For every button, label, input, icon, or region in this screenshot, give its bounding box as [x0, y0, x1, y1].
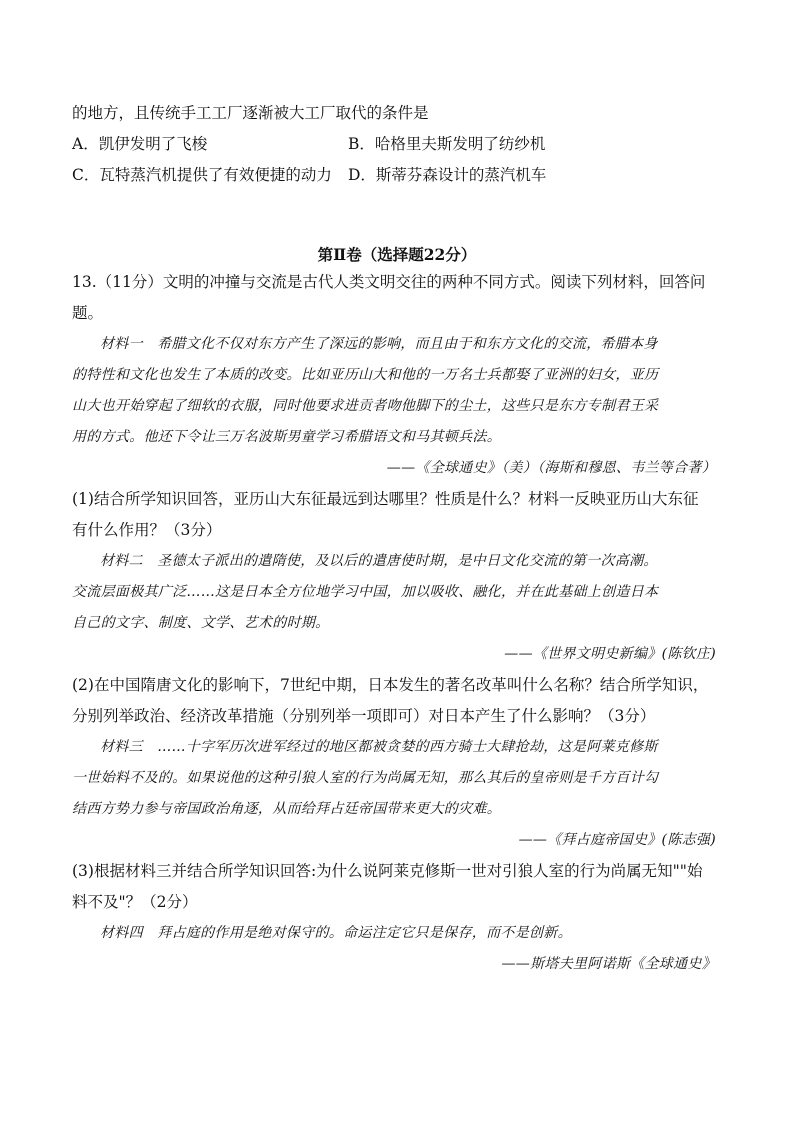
material-2-line: 材料二 圣德太子派出的遣隋使，及以后的遣唐使时期，是中日文化交流的第一次高潮。 [100, 553, 658, 569]
q12-option-c: C．瓦特蒸汽机提供了有效便捷的动力 [72, 166, 332, 184]
material-4-source: ——斯塔夫里阿诺斯《全球通史》 [501, 956, 716, 972]
q13-intro-cont: 题。 [72, 304, 104, 322]
q12-option-a: A．凯伊发明了飞梭 [72, 135, 208, 153]
section-title: 第Ⅱ卷（选择题22分） [317, 245, 477, 264]
material-3-line: 一世始料不及的。如果说他的这种引狼人室的行为尚属无知，那么其后的皇帝则是千方百计勾 [72, 770, 659, 786]
question-1: (1)结合所学知识回答，亚历山大东征最远到达哪里？性质是什么？材料一反映亚历山大东征 [72, 490, 699, 508]
material-3-line: 材料三 ……十字军历次进军经过的地区都被贪婪的西方骑士大肆抢劫，这是阿莱克修斯 [100, 739, 658, 755]
q13-intro: 13.（11分）文明的冲撞与交流是古代人类文明交往的两种不同方式。阅读下列材料，回答问 [72, 273, 706, 291]
material-1-line: 材料一 希腊文化不仅对东方产生了深远的影响，而且由于和东方文化的交流，希腊本身 [100, 336, 658, 352]
material-1-line: 的特性和文化也发生了本质的改变。比如亚历山大和他的一万名士兵都娶了亚洲的妇女，亚历 [72, 367, 659, 383]
question-3: (3)根据材料三并结合所学知识回答:为什么说阿莱克修斯一世对引狼人室的行为尚属无知""始 [72, 862, 703, 880]
question-3-cont: 料不及"？（2分） [72, 893, 198, 911]
question-2-cont: 分别列举政治、经济改革措施（分别列举一项即可）对日本产生了什么影响？（3分） [72, 707, 656, 725]
material-3-source: ——《拜占庭帝国史》(陈志强) [518, 832, 716, 848]
material-2-line: 交流层面极其广泛……这是日本全方位地学习中国，加以吸收、融化，并在此基础上创造日本 [72, 584, 659, 600]
q12-option-d: D．斯蒂芬森设计的蒸汽机车 [348, 166, 547, 184]
material-2-line: 自己的文字、制度、文学、艺术的时期。 [72, 615, 330, 631]
question-1-cont: 有什么作用？（3分） [72, 521, 222, 539]
material-3-line: 结西方势力参与帝国政治角逐，从而给拜占廷帝国带来更大的灾难。 [72, 801, 501, 817]
material-4-line: 材料四 拜占庭的作用是绝对保守的。命运注定它只是保存，而不是创新。 [100, 925, 572, 941]
q12-option-b: B．哈格里夫斯发明了纺纱机 [348, 135, 546, 153]
material-1-line: 用的方式。他还下令让三万名波斯男童学习希腊语文和马其顿兵法。 [72, 429, 501, 445]
q12-stem-tail: 的地方，且传统手工工厂逐渐被大工厂取代的条件是 [72, 104, 429, 122]
material-1-line: 山大也开始穿起了细软的衣服，同时他要求进贡者吻他脚下的尘土，这些只是东方专制君王采 [72, 398, 659, 414]
material-1-source: ——《全球通史》（美）（海斯和穆恩、韦兰等合著） [386, 460, 716, 476]
material-2-source: ——《世界文明史新编》(陈钦庄) [504, 646, 716, 662]
question-2: (2)在中国隋唐文化的影响下，7世纪中期，日本发生的著名改革叫什么名称？结合所学知识， [72, 676, 709, 694]
